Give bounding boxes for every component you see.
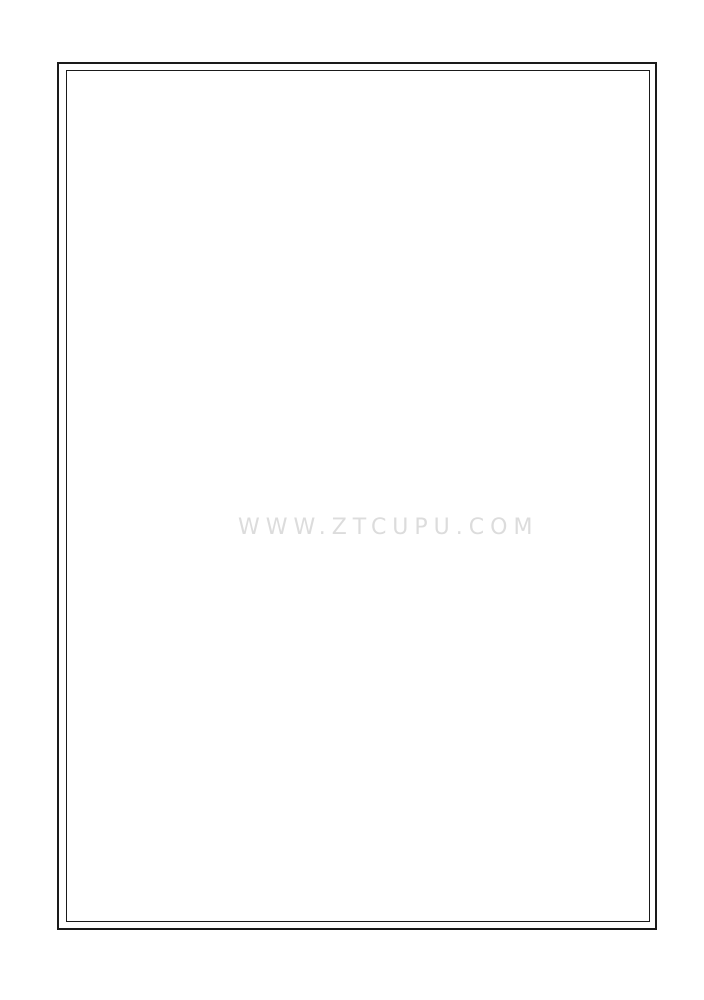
- watermark-url: WWW.ZTCUPU.COM: [238, 515, 539, 540]
- page-border-inner: [66, 70, 650, 922]
